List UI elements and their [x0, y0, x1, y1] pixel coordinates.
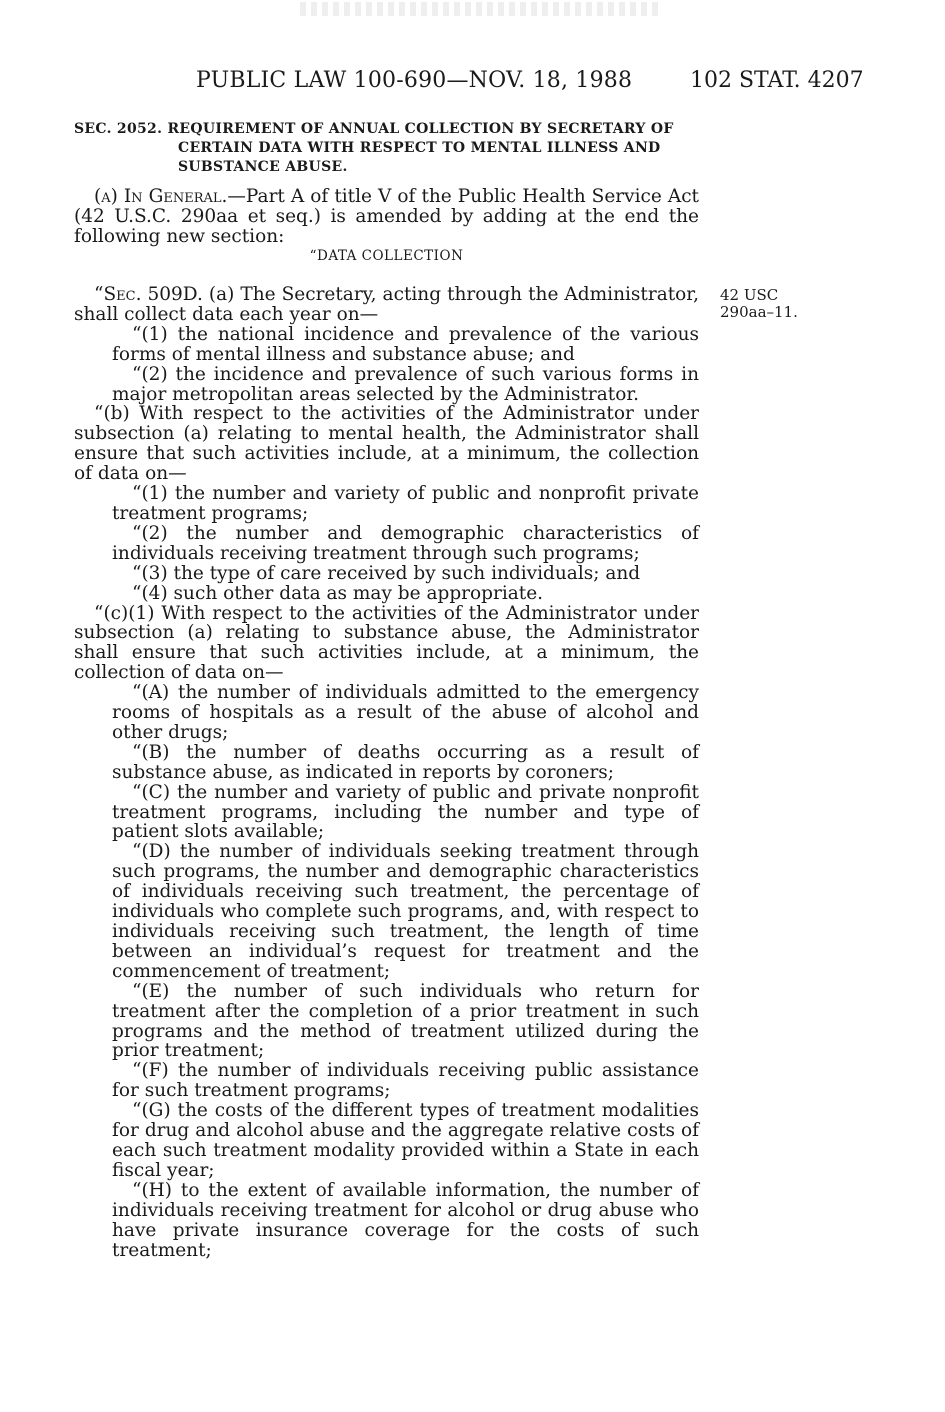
section-509d-body — [74, 285, 699, 1260]
section-heading — [74, 120, 704, 177]
list-item: “(3) the type of care received by such individuals; and — [132, 562, 641, 584]
subsection-label: (a) In General. — [94, 186, 228, 207]
section-heading-line: SUBSTANCE ABUSE. — [178, 159, 348, 175]
page-title: PUBLIC LAW 100-690—NOV. 18, 1988 — [196, 68, 633, 93]
paragraph — [74, 187, 699, 247]
list-item: “(E) the number of such individuals who return for treatment after the completion of a prior treatment in such programs and the method of treatment utilized during the prior treatment; — [112, 980, 699, 1062]
list-item: “(G) the costs of the different types of treatment modalities for drug and alcohol abuse and the aggregate relative costs of each such treatment modality provided within a State in each fiscal year; — [112, 1100, 699, 1181]
section-label: “Sec. 509D. — [94, 284, 203, 305]
data-collection-heading: “DATA COLLECTION — [309, 248, 464, 264]
list-item: “(2) the number and demographic characteristics of individuals receiving treatment through such programs; — [112, 522, 699, 564]
margin-citation-line: 42 USC — [720, 286, 779, 304]
list-item: “(A) the number of individuals admitted to the emergency rooms of hospitals as a result of the abuse of alcohol and other drugs; — [112, 682, 699, 743]
subsection-a — [74, 187, 699, 247]
list-item: “(1) the number and variety of public and nonprofit private treatment programs; — [112, 483, 699, 524]
paragraph-text: —Part A of title V of the Public Health Service Act (42 U.S.C. 290aa et seq.) is amended by adding at the end the following new section: — [74, 186, 699, 247]
paragraph: “(b) With respect to the activities of the Administrator under subsection (a) relating to mental health, the Administrator shall ensure that such activities include, at a minimum, the collection of data on— — [74, 403, 699, 485]
running-head — [0, 68, 945, 100]
scan-artifact — [300, 2, 660, 16]
list-item: “(2) the incidence and prevalence of such various forms in major metropolitan areas selected by the Administrator. — [112, 363, 699, 405]
list-item: “(1) the national incidence and prevalence of the various forms of mental illness and substance abuse; and — [112, 323, 699, 365]
section-heading-line: CERTAIN DATA WITH RESPECT TO MENTAL ILLNESS AND — [178, 140, 661, 156]
list-item: “(D) the number of individuals seeking treatment through such programs, the number and demographic characteristics of individuals receiving such treatment, the percentage of individuals who complete such programs, and, with respect to individuals receiving such treatment, the length of time between an individual’s request for treatment and the commencement of treatment; — [112, 841, 699, 982]
list-item: “(C) the number and variety of public and private nonprofit treatment programs, including the number and type of patient slots available; — [112, 781, 699, 843]
list-item: “(F) the number of individuals receiving public assistance for such treatment programs; — [112, 1060, 699, 1102]
list-item: “(4) such other data as may be appropriate. — [132, 582, 544, 604]
list-item: “(B) the number of deaths occurring as a result of substance abuse, as indicated in reports by coroners; — [112, 741, 699, 783]
list-item: “(H) to the extent of available information, the number of individuals receiving treatment for alcohol or drug abuse who have private insurance coverage for the costs of such treatment; — [112, 1179, 699, 1261]
statute-page-number: 102 STAT. 4207 — [690, 68, 864, 93]
paragraph: “(c)(1) With respect to the activities of the Administrator under subsection (a) relating to substance abuse, the Administrator shall ensure that such activities include, at a minimum, the collection of data on— — [74, 602, 699, 684]
margin-citation-line: 290aa–11. — [720, 303, 798, 321]
margin-citation — [720, 287, 810, 321]
section-heading-line: SEC. 2052. REQUIREMENT OF ANNUAL COLLECTION BY SECRETARY OF — [74, 121, 674, 137]
paragraph — [74, 285, 699, 325]
paragraph-text: (a) The Secretary, acting through the Administrator, shall collect data each year on— — [74, 284, 699, 325]
